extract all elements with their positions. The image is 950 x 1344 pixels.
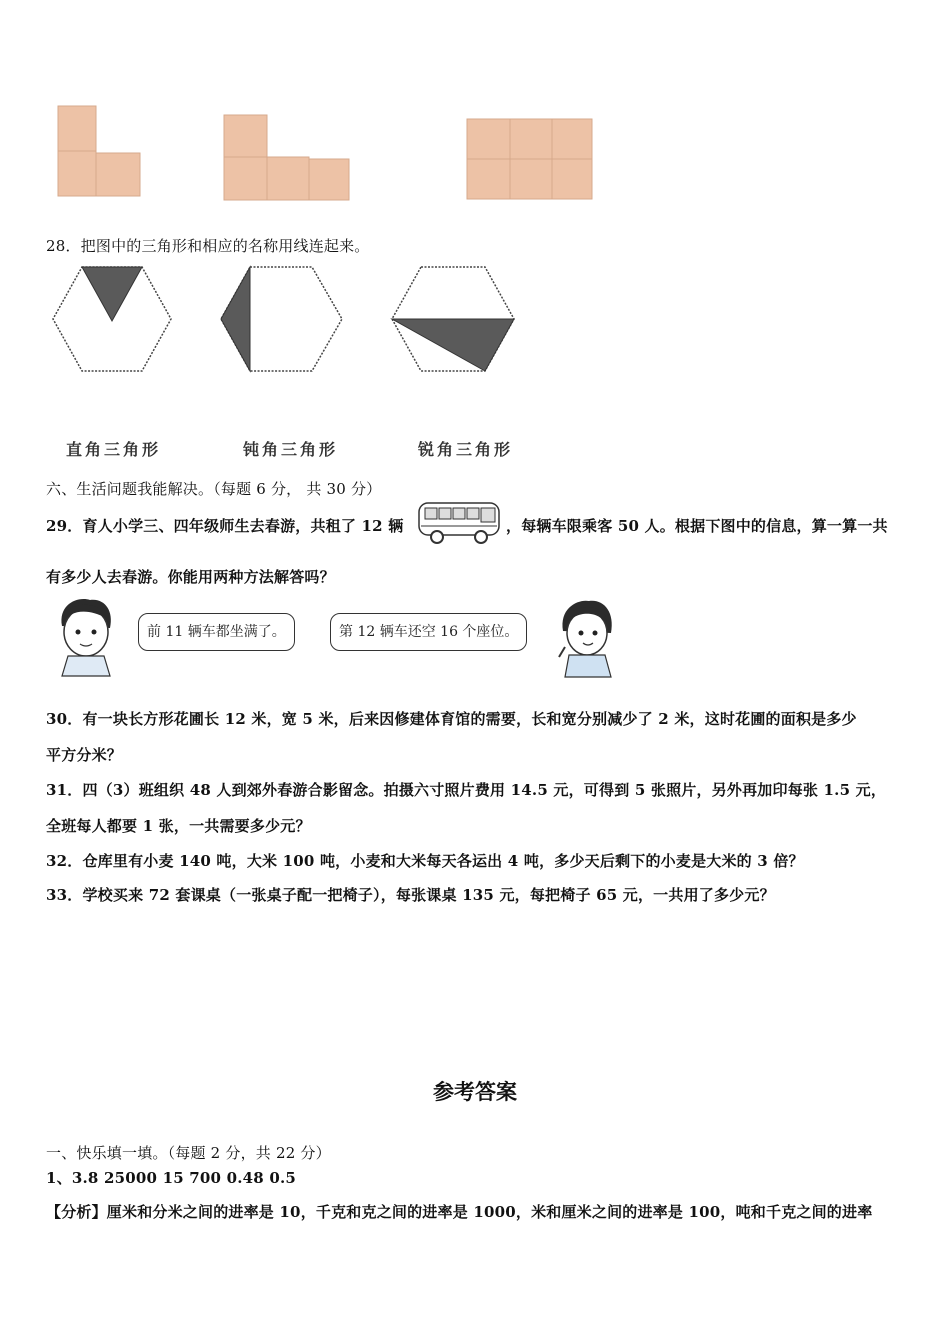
question-29-part2: ，每辆车限乘客 50 人。根据下图中的信息，算一算一共 [506,517,888,535]
answers-section-1: 一、快乐填一填。（每题 2 分，共 22 分） [46,1144,331,1162]
label-right-triangle: 直角三角形 [66,440,162,459]
section-6-heading: 六、生活问题我能解决。（每题 6 分， 共 30 分） [46,480,382,498]
hexagon-figure-3 [389,265,517,375]
speech-bubble-right: 第 12 辆车还空 16 个座位。 [330,613,527,651]
bus-icon [415,500,505,546]
boy-illustration [48,596,123,676]
question-29-part1: 29．育人小学三、四年级师生去春游，共租了 12 辆 [46,517,404,535]
label-acute-triangle: 锐角三角形 [418,440,514,459]
question-30-line2: 平方分米？ [46,746,123,764]
answer-1-analysis: 【分析】厘米和分米之间的进率是 10，千克和克之间的进率是 1000，米和厘米之间的进率是 100，吨和千克之间的进率 [46,1203,873,1221]
block-figure-2 [222,114,354,202]
girl-illustration [555,597,620,677]
answer-1: 1、3.8 25000 15 700 0.48 0.5 [46,1169,297,1187]
question-32: 32．仓库里有小麦 140 吨，大米 100 吨，小麦和大米每天各运出 4 吨，多少天后剩下的小麦是大米的 3 倍？ [46,852,804,870]
question-29-line2: 有多少人去春游。你能用两种方法解答吗？ [46,568,335,586]
hexagon-figure-2 [218,265,346,375]
speech-bubble-left: 前 11 辆车都坐满了。 [138,613,295,651]
block-figure-3 [465,117,595,201]
hexagon-figure-1 [50,265,175,375]
question-31-line1: 31．四（3）班组织 48 人到郊外春游合影留念。拍摄六寸照片费用 14.5 元，可得到 5 张照片，另外再加印每张 1.5 元， [46,781,887,799]
block-figure-1 [55,104,145,199]
question-31-line2: 全班每人都要 1 张，一共需要多少元？ [46,817,311,835]
question-33: 33．学校买来 72 套课桌（一张桌子配一把椅子），每张课桌 135 元，每把椅子 65 元，一共用了多少元？ [46,886,775,904]
question-28: 28．把图中的三角形和相应的名称用线连起来。 [46,237,370,255]
label-obtuse-triangle: 钝角三角形 [243,440,339,459]
answers-title: 参考答案 [433,1079,517,1104]
question-30-line1: 30．有一块长方形花圃长 12 米，宽 5 米，后来因修建体育馆的需要，长和宽分别减少了 2 米，这时花圃的面积是多少 [46,710,857,728]
